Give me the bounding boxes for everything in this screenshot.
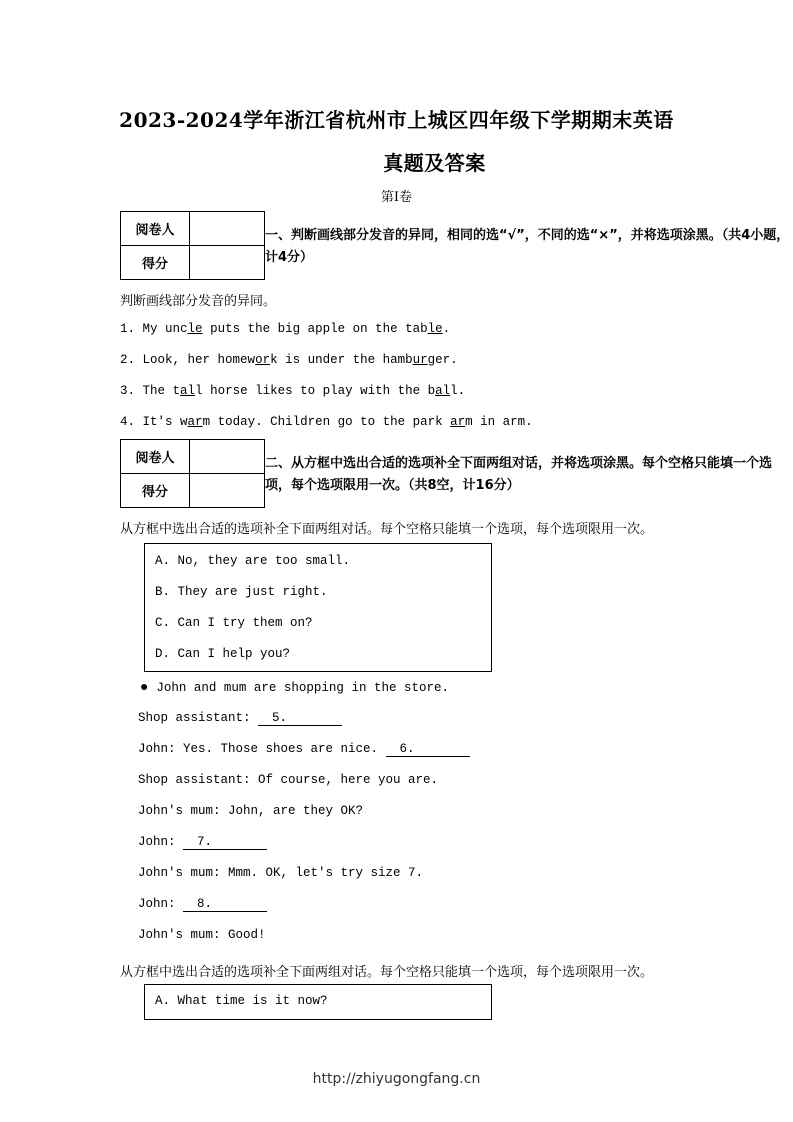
question-item bbox=[120, 322, 450, 336]
option-item: C. Can I try them on? bbox=[155, 616, 313, 630]
answer-blank[interactable]: 8. bbox=[183, 897, 267, 912]
score-label: 得分 bbox=[121, 246, 190, 280]
question-item bbox=[120, 415, 533, 429]
question-number: 4. bbox=[120, 415, 136, 429]
page-title: 2023-2024学年浙江省杭州市上城区四年级下学期期末英语 bbox=[119, 108, 674, 132]
question-text: Look, her homew bbox=[142, 353, 256, 367]
question-number: 1. bbox=[120, 322, 136, 336]
answer-blank[interactable]: 5. bbox=[258, 711, 342, 726]
underlined-part: or bbox=[255, 353, 271, 367]
reviewer-label: 阅卷人 bbox=[121, 440, 190, 474]
score-table-2 bbox=[120, 439, 265, 508]
section1-instruction: 判断画线部分发音的异同。 bbox=[120, 294, 277, 309]
dialogue-text: John's mum: Mmm. OK, let's try size 7. bbox=[138, 866, 424, 880]
volume-label: 第Ⅰ卷 bbox=[380, 190, 413, 205]
section1-heading: 一、判断画线部分发音的异同，相同的选“√”，不同的选“×”，并将选项涂黑。（共4小题，计4分） bbox=[265, 228, 790, 265]
footer-url[interactable]: http://zhiyugongfang.cn bbox=[312, 1071, 481, 1087]
dialogue-text: John's mum: Good! bbox=[138, 928, 266, 942]
question-text: m today. Children go to the park bbox=[202, 415, 451, 429]
underlined-part: le bbox=[187, 322, 203, 336]
underlined-part: ur bbox=[412, 353, 428, 367]
page-title-line2: 真题及答案 bbox=[383, 151, 486, 175]
dialogue-text: John: Yes. Those shoes are nice. bbox=[138, 742, 386, 756]
question-text: It's w bbox=[142, 415, 188, 429]
dialogue-text: John: bbox=[138, 835, 184, 849]
dialogue-line bbox=[138, 897, 267, 912]
score-label: 得分 bbox=[121, 474, 190, 508]
bullet-icon: ● bbox=[140, 680, 149, 696]
question-item bbox=[120, 384, 465, 398]
question-item bbox=[120, 353, 458, 367]
score-cell[interactable] bbox=[190, 474, 265, 508]
question-text: The t bbox=[142, 384, 181, 398]
underlined-part: le bbox=[427, 322, 443, 336]
dialogue-line bbox=[138, 711, 342, 726]
option-item: A. No, they are too small. bbox=[155, 554, 351, 568]
dialogue-text: Shop assistant: Of course, here you are. bbox=[138, 773, 439, 787]
question-text: l. bbox=[450, 384, 466, 398]
underlined-part: ar bbox=[187, 415, 203, 429]
score-table-1 bbox=[120, 211, 265, 280]
reviewer-cell[interactable] bbox=[190, 440, 265, 474]
answer-blank[interactable]: 6. bbox=[386, 742, 470, 757]
question-text: k is under the hamb bbox=[270, 353, 413, 367]
question-text: puts the big apple on the tab bbox=[202, 322, 428, 336]
section2-instruction: 从方框中选出合适的选项补全下面两组对话。每个空格只能填一个选项，每个选项限用一次。 bbox=[120, 522, 654, 537]
dialogue-text: John's mum: John, are they OK? bbox=[138, 804, 364, 818]
dialogue-line bbox=[138, 804, 363, 818]
scene-text: John and mum are shopping in the store. bbox=[156, 681, 449, 695]
reviewer-cell[interactable] bbox=[190, 212, 265, 246]
underlined-part: ar bbox=[450, 415, 466, 429]
option-item: A. What time is it now? bbox=[155, 994, 328, 1008]
underlined-part: al bbox=[180, 384, 196, 398]
reviewer-label: 阅卷人 bbox=[121, 212, 190, 246]
dialogue-text: John: bbox=[138, 897, 184, 911]
question-text: . bbox=[442, 322, 451, 336]
question-number: 2. bbox=[120, 353, 136, 367]
underlined-part: al bbox=[435, 384, 451, 398]
option-item: B. They are just right. bbox=[155, 585, 328, 599]
question-text: ger. bbox=[427, 353, 458, 367]
option-item: D. Can I help you? bbox=[155, 647, 291, 661]
scene-line bbox=[140, 680, 449, 696]
dialogue-line bbox=[138, 928, 266, 942]
question-number: 3. bbox=[120, 384, 136, 398]
score-cell[interactable] bbox=[190, 246, 265, 280]
options-box-2 bbox=[144, 984, 492, 1020]
dialogue-text: Shop assistant: bbox=[138, 711, 259, 725]
dialogue-line bbox=[138, 866, 423, 880]
question-text: My unc bbox=[142, 322, 188, 336]
dialogue-line bbox=[138, 773, 438, 787]
section2-heading: 二、从方框中选出合适的选项补全下面两组对话，并将选项涂黑。每个空格只能填一个选项，每个选项限用一次。（共8空，计16分） bbox=[265, 456, 773, 493]
question-text: m in arm. bbox=[465, 415, 533, 429]
question-text: l horse likes to play with the b bbox=[195, 384, 436, 398]
section2-instruction-2: 从方框中选出合适的选项补全下面两组对话。每个空格只能填一个选项，每个选项限用一次。 bbox=[120, 965, 654, 980]
dialogue-line bbox=[138, 835, 267, 850]
answer-blank[interactable]: 7. bbox=[183, 835, 267, 850]
dialogue-line bbox=[138, 742, 470, 757]
options-box bbox=[144, 543, 492, 672]
